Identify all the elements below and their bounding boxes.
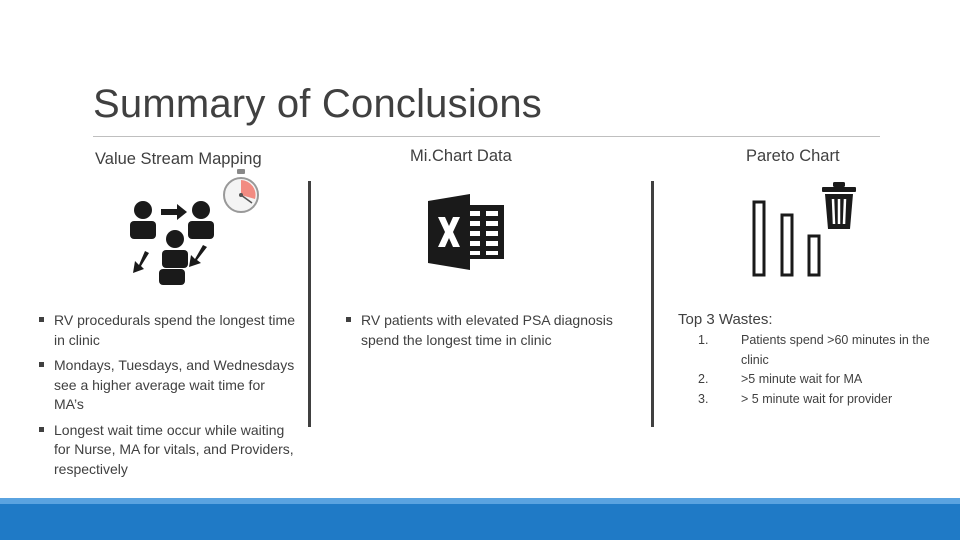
column-heading-value-stream-mapping: Value Stream Mapping (95, 150, 262, 168)
bullet-item: RV patients with elevated PSA diagnosis spend the longest time in clinic (345, 311, 630, 350)
column-heading-michart-data: Mi.Chart Data (410, 147, 512, 165)
top-wastes-heading: Top 3 Wastes: (678, 311, 773, 328)
waste-item (686, 331, 956, 370)
bullet-item: RV procedurals spend the longest time in clinic (38, 311, 298, 350)
waste-item (686, 390, 956, 410)
waste-number: 2. (698, 372, 709, 386)
column-heading-pareto-chart: Pareto Chart (746, 147, 840, 165)
column-divider (308, 181, 311, 427)
value-stream-bullet-list (38, 311, 298, 485)
footer-accent-bar (0, 498, 960, 540)
waste-number: 3. (698, 391, 709, 406)
bar-chart-icon (750, 198, 824, 278)
title-divider (93, 136, 880, 137)
bullet-item: Mondays, Tuesdays, and Wednesdays see a higher average wait time for MA’s (38, 356, 298, 415)
column-divider (651, 181, 654, 427)
trash-icon (820, 181, 858, 231)
people-flow-icon (125, 195, 220, 287)
slide-title: Summary of Conclusions (93, 82, 543, 126)
top-wastes-list (686, 331, 956, 409)
stopwatch-icon (222, 168, 260, 216)
waste-number: 1. (698, 333, 709, 347)
michart-bullet-list (345, 311, 630, 356)
bullet-item: Longest wait time occur while waiting for Nurse, MA for vitals, and Providers, respectively (38, 421, 298, 480)
waste-text: > 5 minute wait for provider (741, 391, 893, 406)
excel-icon (426, 193, 508, 271)
waste-text: Patients spend >60 minutes in the clinic (741, 333, 930, 367)
waste-text: >5 minute wait for MA (741, 372, 863, 386)
waste-item (686, 370, 956, 390)
